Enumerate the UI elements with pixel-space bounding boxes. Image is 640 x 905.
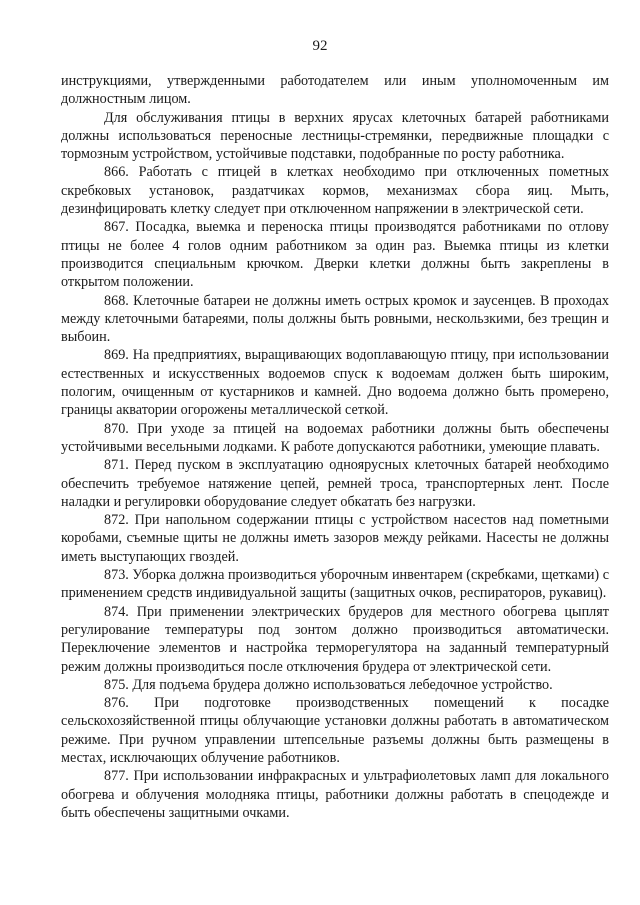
paragraph-873: 873. Уборка должна производиться уборочным инвентарем (скребками, щетками) с применением средств индивидуальной защиты (защитных очков, респираторов, рукавиц). bbox=[61, 567, 609, 602]
paragraph-868: 868. Клеточные батареи не должны иметь острых кромок и заусенцев. В проходах между клеточными батареями, полы должны быть ровными, нескользкими, без трещин и выбоин. bbox=[61, 292, 609, 346]
page-number: 92 bbox=[312, 38, 328, 54]
paragraph-874: 874. При применении электрических брудеров для местного обогрева цыплят регулирование температуры под зонтом должно производиться автоматически. Переключение элементов и настройка терморегулятора на заданный температурный режим должны производиться после отключения брудера от электрической сети. bbox=[61, 603, 609, 675]
document-body bbox=[61, 72, 609, 822]
paragraph-872: 872. При напольном содержании птицы с устройством насестов над пометными коробами, съемные щиты не должны иметь зазоров между рейками. Насесты не должны иметь выступающих гвоздей. bbox=[61, 512, 609, 565]
paragraph-875: 875. Для подъема брудера должно использоваться лебедочное устройство. bbox=[104, 676, 553, 693]
paragraph-876: 876. При подготовке производственных помещений к посадке сельскохозяйственной птицы облучающие установки должны работать в автоматическом режиме. При ручном управлении штепсельные разъемы должны быть размещены в местах, исключающих облучение работников. bbox=[61, 695, 609, 766]
paragraph: Для обслуживания птицы в верхних ярусах клеточных батарей работниками должны использоваться переносные лестницы-стремянки, передвижные площадки с тормозным устройством, устойчивые подставки, подобранные по росту работника. bbox=[61, 109, 609, 163]
paragraph-869: 869. На предприятиях, выращивающих водоплавающую птицу, при использовании естественных и искусственных водоемов спуск к водоемам должен быть широким, пологим, очищенным от кустарников и камней. Дно водоема должно быть промерено, границы акватории огорожены металлической сеткой. bbox=[61, 347, 609, 419]
paragraph-continuation: инструкциями, утвержденными работодателем или иным уполномоченным им должностным лицом. bbox=[61, 73, 609, 108]
paragraph-871: 871. Перед пуском в эксплуатацию одноярусных клеточных батарей необходимо обеспечить требуемое натяжение цепей, ремней троса, транспортерных лент. После наладки и регулировки оборудование следует обкатать без нагрузки. bbox=[61, 457, 609, 510]
paragraph-870: 870. При уходе за птицей на водоемах работники должны быть обеспечены устойчивыми весельными лодками. К работе допускаются работники, умеющие плавать. bbox=[61, 420, 609, 455]
paragraph-877: 877. При использовании инфракрасных и ультрафиолетовых ламп для локального обогрева и облучения молодняка птицы, работники должны работать в спецодежде и быть обеспечены защитными очками. bbox=[61, 768, 609, 821]
paragraph-866: 866. Работать с птицей в клетках необходимо при отключенных пометных скребковых установок, раздатчиках кормов, механизмах сбора яиц. Мыть, дезинфицировать клетку следует при отключенном напряжении в электрической сети. bbox=[61, 164, 609, 218]
paragraph-867: 867. Посадка, выемка и переноска птицы производятся работниками по отлову птицы не более 4 голов одним работником за один раз. Выемка птицы из клетки производится специальным крючком. Дверки клетки должны быть закреплены в открытом положении. bbox=[61, 219, 609, 291]
